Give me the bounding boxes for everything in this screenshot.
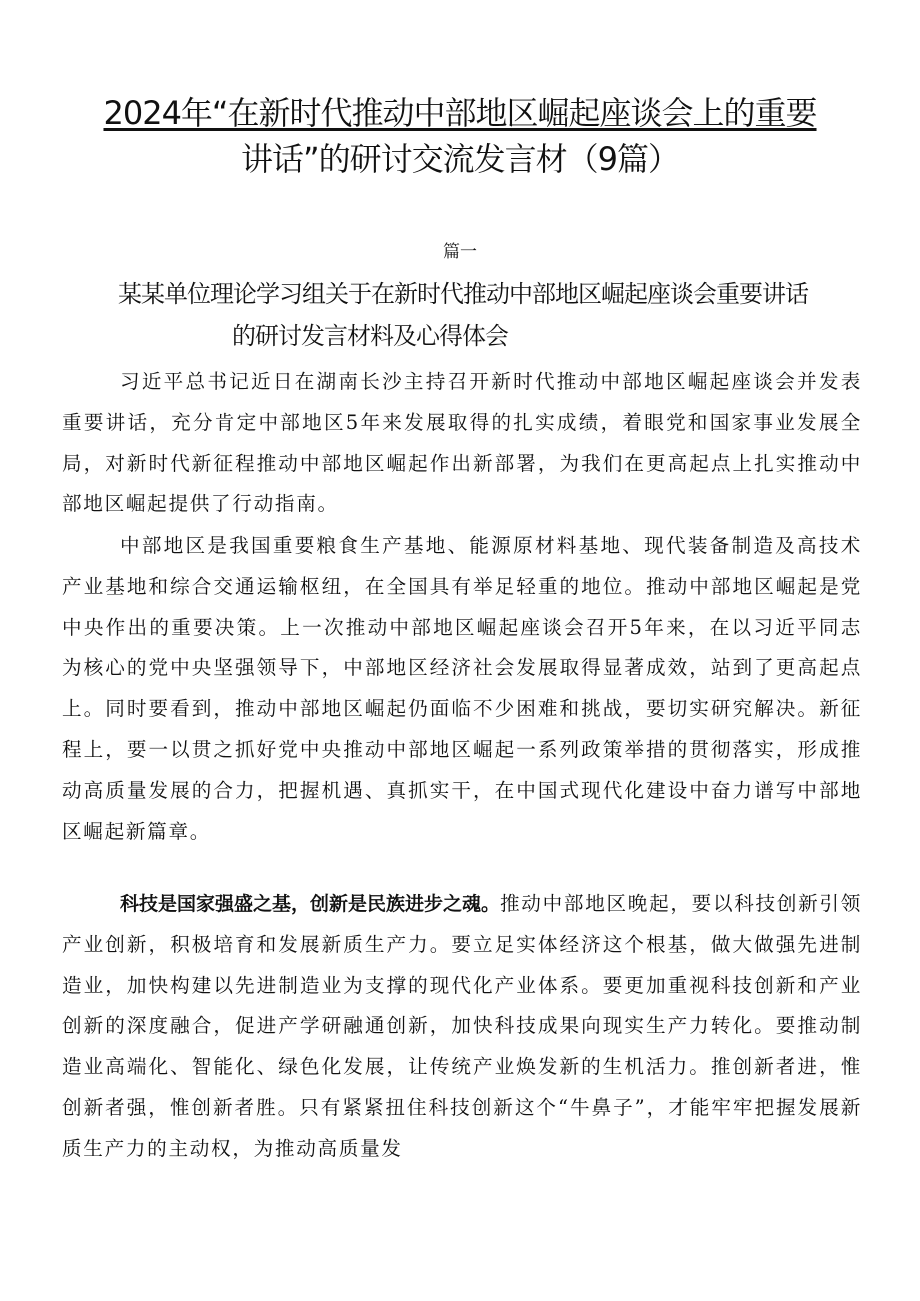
paragraph-3-lead-sentence: 科技是国家强盛之基，创新是民族进步之魂。: [120, 893, 501, 915]
document-title-line-2: 讲话”的研讨交流发言材（9篇）: [241, 140, 679, 178]
section-subtitle-line-2: 的研讨发言材料及心得体会: [232, 322, 508, 350]
section-subtitle-line-1: 某某单位理论学习组关于在新时代推动中部地区崛起座谈会重要讲话: [118, 280, 808, 308]
section-label: 篇一: [443, 242, 477, 262]
document-title-line-1: 2024年“在新时代推动中部地区崛起座谈会上的重要: [103, 94, 817, 132]
paragraph-3-text: 推动中部地区晚起，要以科技创新引领产业创新，积极培育和发展新质生产力。要立足实体经济这个根基，做大做强先进制造业，加快构建以先进制造业为支撑的现代化产业体系。要更加重视科技创新和产业创新的深度融合，促进产学研融通创新，加快科技成果向现实生产力转化。要推动制造业高端化、智能化、绿色化发展，让传统产业焕发新的生机活力。推创新者进，惟创新者强，惟创新者胜。只有紧紧扭住科技创新这个“牛鼻子”，才能牢牢把握发展新质生产力的主动权，为推动高质量发: [62, 892, 863, 1160]
body-paragraph-2: 中部地区是我国重要粮食生产基地、能源原材料基地、现代装备制造及高技术产业基地和综合交通运输枢纽，在全国具有举足轻重的地位。推动中部地区崛起是党中央作出的重要决策。上一次推动中部地区崛起座谈会召开5年来，在以习近平同志为核心的党中央坚强领导下，中部地区经济社会发展取得显著成效，站到了更高起点上。同时要看到，推动中部地区崛起仍面临不少困难和挑战，要切实研究解决。新征程上，要一以贯之抓好党中央推动中部地区崛起一系列政策举措的贯彻落实，形成推动高质量发展的合力，把握机遇、真抓实干，在中国式现代化建设中奋力谱写中部地区崛起新篇章。: [62, 534, 862, 843]
body-paragraph-1: 习近平总书记近日在湖南长沙主持召开新时代推动中部地区崛起座谈会并发表重要讲话，充分肯定中部地区5年来发展取得的扎实成绩，着眼党和国家事业发展全局，对新时代新征程推动中部地区崛起作出新部署，为我们在更高起点上扎实推动中部地区崛起提供了行动指南。: [62, 370, 862, 516]
body-paragraph-3: [62, 884, 862, 1170]
